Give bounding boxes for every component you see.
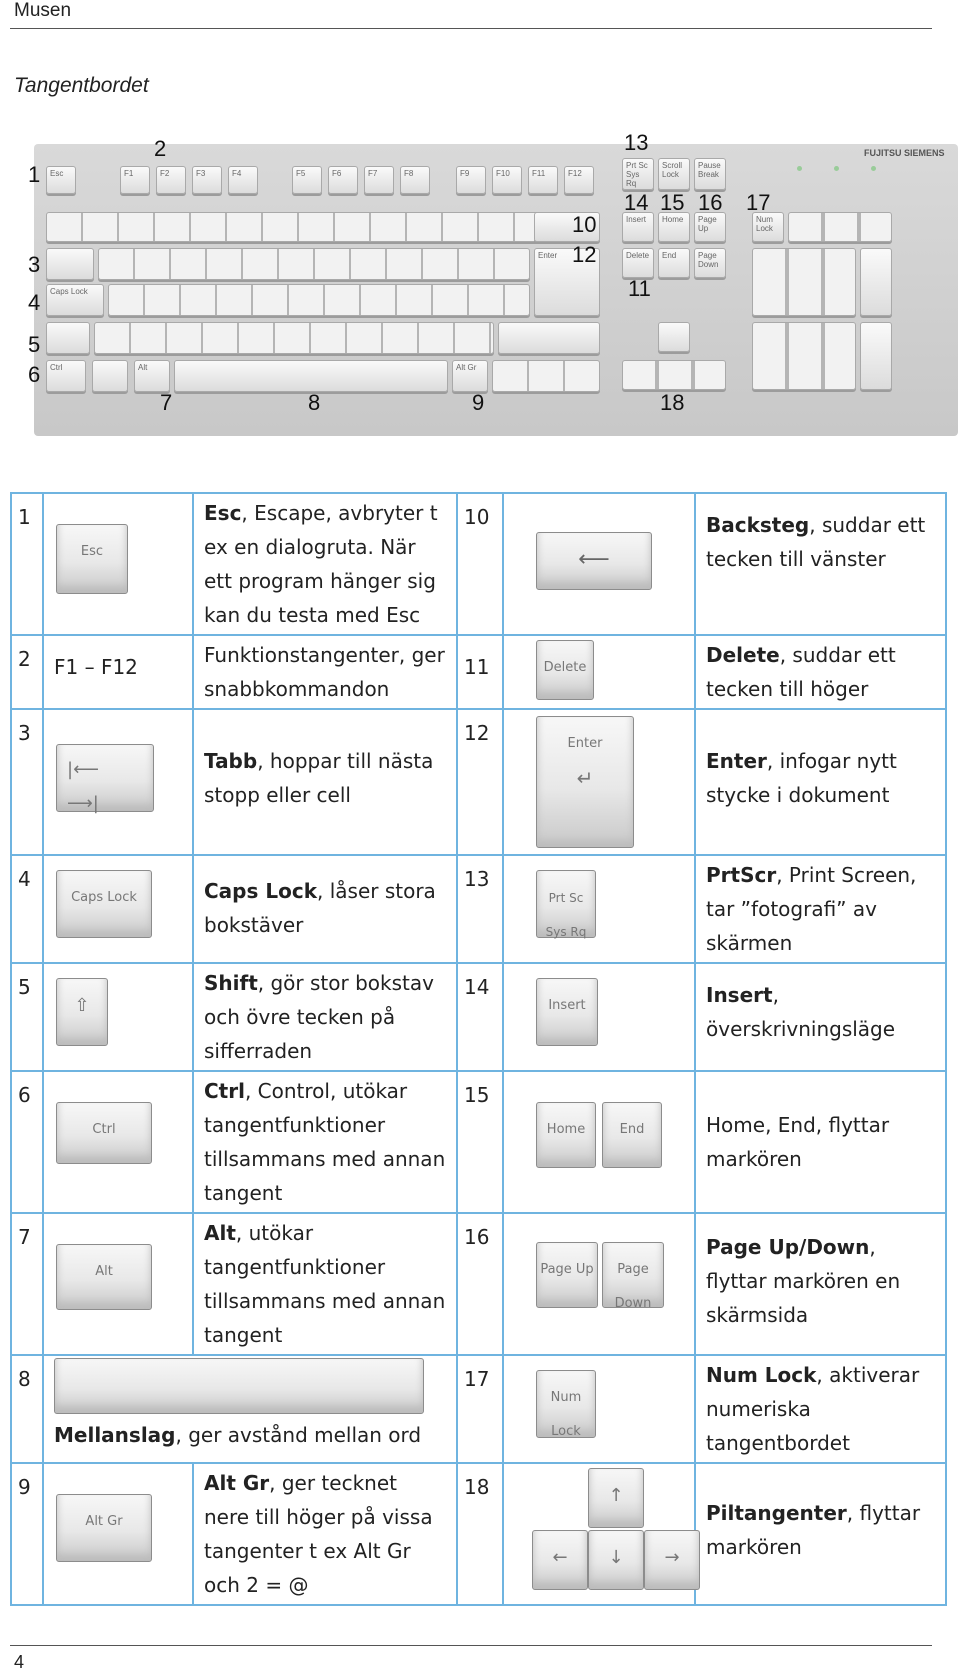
row-number: 18: [457, 1463, 503, 1605]
f9-key: F9: [456, 166, 486, 194]
table-row: [11, 1071, 946, 1213]
key-image-cell: [503, 1213, 695, 1355]
key-explanation: , ger tecknet nere till höger på vissa tangenter t ex Alt Gr och 2 = @: [204, 1471, 433, 1597]
f7-key: F7: [364, 166, 394, 194]
f8-key: F8: [400, 166, 430, 194]
key-image-cell: [503, 709, 695, 855]
key-explanation: , suddar ett tecken till vänster: [706, 513, 926, 571]
prtsc-key-image: Prt Sc Sys Rq: [536, 870, 596, 938]
numpad-plus-key: [860, 248, 892, 316]
end-key: End: [658, 248, 690, 278]
ctrl-key-image: Ctrl: [56, 1102, 152, 1164]
key-image-cell: [503, 1071, 695, 1213]
key-image-cell: [43, 1213, 193, 1355]
key-description: [695, 1463, 946, 1605]
asdf-key-row: [108, 284, 530, 316]
key-name: Page Up/Down: [706, 1235, 870, 1259]
callout-11: 11: [628, 276, 651, 301]
delete-key-image: Delete: [536, 640, 594, 700]
caps-lock-led: [834, 166, 839, 171]
caps-lock-key: Caps Lock: [46, 284, 104, 316]
end-key-image: End: [602, 1102, 662, 1168]
row-number: 17: [457, 1355, 503, 1463]
key-description: [695, 635, 946, 709]
enter-key: Enter: [534, 248, 600, 316]
left-shift-key: [46, 322, 90, 354]
zxcv-key-row: [94, 322, 494, 354]
key-explanation: , aktiverar numeriska tangentbordet: [706, 1363, 920, 1455]
backspace-key-image: [536, 532, 652, 590]
prtsc-key: Prt Sc Sys Rq: [622, 158, 654, 190]
right-shift-key: [498, 322, 600, 354]
key-name: Shift: [204, 971, 258, 995]
enter-key-image: [536, 716, 634, 848]
tab-key-image: [56, 744, 154, 812]
scroll-lock-led: [871, 166, 876, 171]
key-image-cell: [43, 493, 193, 635]
key-range-label: F1 – F12: [43, 635, 193, 709]
caps-lock-key-image: Caps Lock: [56, 870, 152, 938]
table-row: [11, 709, 946, 855]
key-description: [695, 1355, 946, 1463]
return-arrow-icon: ↵: [576, 766, 594, 790]
callout-15: 15: [660, 190, 685, 215]
key-description: [695, 1071, 946, 1213]
insert-key-image: Insert: [536, 978, 598, 1046]
arrow-keys-bottom: [622, 360, 726, 390]
key-image-cell: [43, 963, 193, 1071]
callout-14: 14: [624, 190, 649, 215]
key-name: Insert: [706, 983, 773, 1007]
key-explanation: Home, End, flyttar markören: [706, 1113, 890, 1171]
key-explanation: , flyttar markören: [706, 1501, 921, 1559]
row-number: 9: [11, 1463, 43, 1605]
key-description: [695, 855, 946, 963]
callout-12: 12: [572, 242, 597, 267]
insert-key: Insert: [622, 212, 654, 242]
key-name: Delete: [706, 643, 780, 667]
delete-key: Delete: [622, 248, 654, 278]
key-name: Esc: [204, 501, 242, 525]
key-image-cell: [43, 709, 193, 855]
alt-key: Alt: [134, 360, 170, 392]
page-down-key: Page Down: [694, 248, 726, 278]
row-number: 6: [11, 1071, 43, 1213]
alt-gr-key-image: Alt Gr: [56, 1494, 152, 1562]
row-number: 13: [457, 855, 503, 963]
number-key-row: [46, 212, 566, 242]
callout-8: 8: [308, 390, 321, 415]
enter-key-label: Enter: [567, 736, 603, 751]
key-explanation: , överskrivningsläge: [706, 983, 896, 1041]
key-explanation: , flyttar markören en skärmsida: [706, 1235, 901, 1327]
key-name: Tabb: [204, 749, 258, 773]
key-image-cell: [43, 855, 193, 963]
key-image-cell: [503, 963, 695, 1071]
table-row: [11, 1463, 946, 1605]
esc-key: Esc: [46, 166, 76, 194]
arrow-left-icon: ←: [552, 1547, 568, 1568]
qwerty-key-row: [98, 248, 530, 280]
num-lock-key-image: Num Lock: [536, 1370, 596, 1438]
shift-key-image: ⇧: [56, 978, 108, 1046]
callout-4: 4: [28, 290, 41, 315]
key-explanation: , hoppar till nästa stopp eller cell: [204, 749, 434, 807]
arrow-up-icon: ↑: [608, 1485, 624, 1506]
page-down-key-image: Page Down: [602, 1242, 664, 1308]
numpad-keys-lower: [752, 322, 856, 390]
key-name: Alt: [204, 1221, 236, 1245]
page-up-key: Page Up: [694, 212, 726, 242]
windows-key: [92, 360, 128, 392]
spacebar-key-image: [54, 1358, 424, 1414]
arrow-up-key: [658, 322, 690, 352]
key-name: Ctrl: [204, 1079, 245, 1103]
f3-key: F3: [192, 166, 222, 194]
row-number: 8: [11, 1355, 43, 1463]
tab-arrows-icon: |⟵ ⟶|: [67, 759, 99, 814]
alt-key-image: Alt: [56, 1244, 152, 1310]
row-number: 12: [457, 709, 503, 855]
key-explanation: , suddar ett tecken till höger: [706, 643, 896, 701]
key-image-cell: [503, 1355, 695, 1463]
arrow-left-icon: ⟵: [578, 547, 610, 572]
num-lock-led: [797, 166, 802, 171]
arrow-down-key-image: [588, 1530, 644, 1590]
key-explanation: , utökar tangentfunktioner tillsammans med annan tangent: [204, 1221, 446, 1347]
arrow-left-key-image: [532, 1530, 588, 1590]
row-number: 7: [11, 1213, 43, 1355]
key-image-cell: [43, 1071, 193, 1213]
key-explanation: , infogar nytt stycke i dokument: [706, 749, 897, 807]
arrow-down-icon: ↓: [608, 1547, 624, 1568]
key-explanation: Funktionstangenter, ger snabbkommandon: [204, 643, 445, 701]
key-name: Alt Gr: [204, 1471, 270, 1495]
keyboard-body: [34, 144, 958, 436]
key-description: [695, 1213, 946, 1355]
table-row: [11, 855, 946, 963]
f12-key: F12: [564, 166, 594, 194]
key-description: [695, 709, 946, 855]
key-description: [695, 493, 946, 635]
key-description: [193, 493, 457, 635]
key-description: [54, 1418, 421, 1452]
key-description: [193, 709, 457, 855]
callout-17: 17: [746, 190, 771, 215]
alt-gr-key: Alt Gr: [452, 360, 488, 392]
key-name: PrtScr: [706, 863, 777, 887]
arrow-up-key-image: [588, 1468, 644, 1528]
table-row: [11, 493, 946, 635]
row-number: 14: [457, 963, 503, 1071]
row-number: 15: [457, 1071, 503, 1213]
f4-key: F4: [228, 166, 258, 194]
table-row: [11, 1213, 946, 1355]
key-name: Caps Lock: [204, 879, 317, 903]
key-explanation: , gör stor bokstav och övre tecken på sifferraden: [204, 971, 434, 1063]
row-number: 1: [11, 493, 43, 635]
home-key-image: Home: [536, 1102, 596, 1168]
f1-key: F1: [120, 166, 150, 194]
callout-3: 3: [28, 252, 41, 277]
key-description: [193, 1071, 457, 1213]
row-number: 10: [457, 493, 503, 635]
callout-18: 18: [660, 390, 685, 415]
ctrl-key: Ctrl: [46, 360, 86, 392]
key-description: [695, 963, 946, 1071]
key-name: Backsteg: [706, 513, 810, 537]
key-reference-table: [10, 492, 947, 1606]
callout-1: 1: [28, 162, 41, 187]
callout-16: 16: [698, 190, 723, 215]
tab-key: [46, 248, 94, 280]
page-number: 4: [14, 1652, 25, 1672]
key-description: [193, 855, 457, 963]
row-number: 4: [11, 855, 43, 963]
key-image-cell: [503, 635, 695, 709]
keyboard-brand: FUJITSU SIEMENS: [864, 148, 945, 158]
scroll-lock-key: Scroll Lock: [658, 158, 690, 190]
numpad-top-row: [788, 212, 892, 242]
key-name: Enter: [706, 749, 767, 773]
key-image-cell: [503, 855, 695, 963]
spacebar-key: [174, 360, 448, 392]
f5-key: F5: [292, 166, 322, 194]
spacebar-cell: [43, 1355, 457, 1463]
callout-10: 10: [572, 212, 597, 237]
right-modifier-keys: [492, 360, 600, 392]
key-explanation: , ger avstånd mellan ord: [175, 1423, 422, 1447]
table-row: [11, 963, 946, 1071]
key-explanation: , Print Screen, tar ”fotografi” av skärmen: [706, 863, 917, 955]
key-name: Num Lock: [706, 1363, 817, 1387]
key-description: [193, 1213, 457, 1355]
callout-9: 9: [472, 390, 485, 415]
key-description: [193, 1463, 457, 1605]
numpad-enter-key: [860, 322, 892, 390]
key-image-cell: [503, 1463, 695, 1605]
table-row: [11, 635, 946, 709]
key-explanation: , Escape, avbryter t ex en dialogruta. När ett program hänger sig kan du testa med Esc: [204, 501, 438, 627]
callout-13: 13: [624, 130, 649, 155]
pause-key: Pause Break: [694, 158, 726, 190]
esc-key-image: Esc: [56, 524, 128, 594]
key-name: Mellanslag: [54, 1423, 176, 1447]
home-key: Home: [658, 212, 690, 242]
keyboard-photo: [28, 130, 958, 436]
row-number: 11: [457, 635, 503, 709]
page-up-key-image: Page Up: [536, 1242, 598, 1308]
running-header: Musen: [14, 0, 72, 21]
callout-5: 5: [28, 332, 41, 357]
section-title: Tangentbordet: [14, 74, 149, 97]
f2-key: F2: [156, 166, 186, 194]
num-lock-key: Num Lock: [752, 212, 784, 242]
key-description: [193, 963, 457, 1071]
key-explanation: , Control, utökar tangentfunktioner tillsammans med annan tangent: [204, 1079, 446, 1205]
row-number: 16: [457, 1213, 503, 1355]
key-explanation: , låser stora bokstäver: [204, 879, 436, 937]
arrow-right-icon: →: [664, 1547, 680, 1568]
callout-2: 2: [154, 136, 167, 161]
key-description: [193, 635, 457, 709]
row-number: 5: [11, 963, 43, 1071]
row-number: 3: [11, 709, 43, 855]
header-rule: [10, 28, 932, 29]
f11-key: F11: [528, 166, 558, 194]
key-image-cell: [503, 493, 695, 635]
row-number: 2: [11, 635, 43, 709]
key-name: Piltangenter: [706, 1501, 847, 1525]
f6-key: F6: [328, 166, 358, 194]
footer-rule: [10, 1645, 932, 1646]
table-row: [11, 1355, 946, 1463]
callout-6: 6: [28, 362, 41, 387]
key-image-cell: [43, 1463, 193, 1605]
callout-7: 7: [160, 390, 173, 415]
f10-key: F10: [492, 166, 522, 194]
numpad-keys-upper: [752, 248, 856, 316]
arrow-right-key-image: [644, 1530, 700, 1590]
